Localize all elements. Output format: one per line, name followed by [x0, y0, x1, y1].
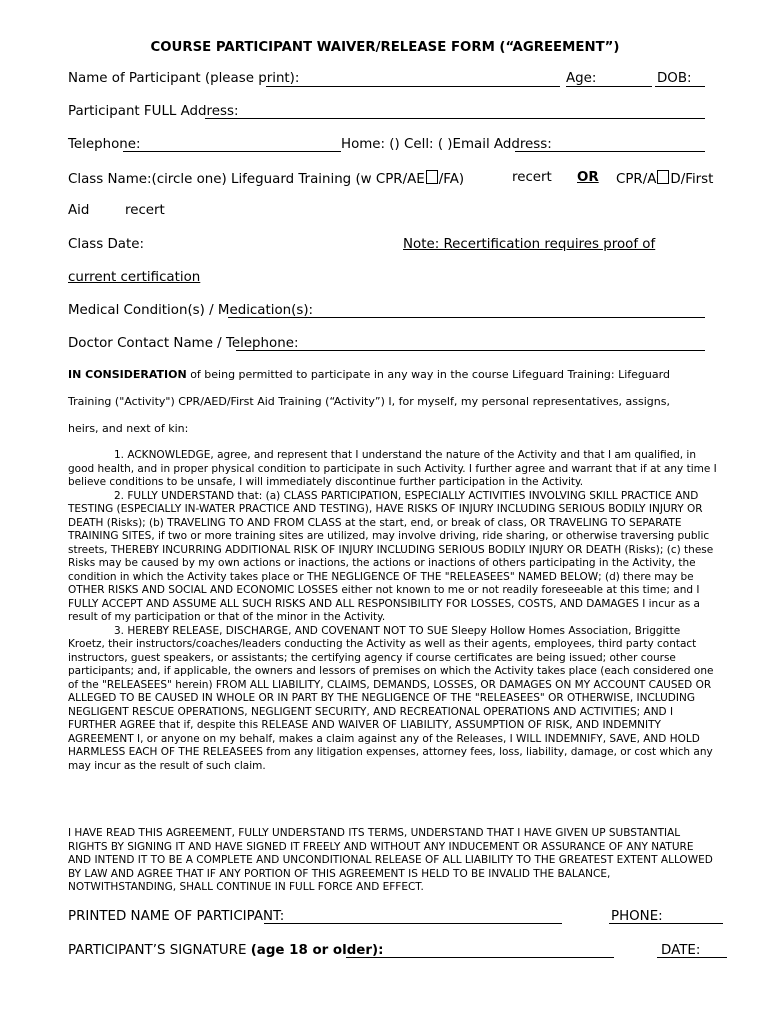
form-title: COURSE PARTICIPANT WAIVER/RELEASE FORM (“AGREEMENT”): [150, 40, 620, 55]
medical-field[interactable]: [228, 317, 705, 318]
or-label: OR: [577, 170, 599, 185]
home-cell-email-label: Home: () Cell: ( )Email Address:: [341, 137, 552, 152]
class-name-fa: /FA): [438, 172, 465, 187]
signature-field[interactable]: [346, 957, 614, 958]
address-field[interactable]: [205, 118, 705, 119]
doctor-label: Doctor Contact Name / Telephone:: [68, 336, 299, 351]
phone-label: PHONE:: [611, 909, 663, 924]
consideration-line-3: heirs, and next of kin:: [68, 422, 189, 435]
recert-note: Note: Recertification requires proof of: [403, 237, 656, 252]
clause-release: 3. HEREBY RELEASE, DISCHARGE, AND COVENANT NOT TO SUE Sleepy Hollow Homes Association, Briggitte Kroetz, their instructors/coaches/leaders conducting the Activity as well as their agents, employees, third party contact instructors, guest speakers, or assistants; the certifying agency if course certificates are being issued; other course participants; and, if applicable, the owners and lessors of premises on which the Activity takes place (each considered one of the "RELEASEES" herein) FROM ALL LIABILITY, CLAIMS, DEMANDS, LOSSES, OR DAMAGES ON MY ACCOUNT CAUSED OR ALLEGED TO BE CAUSED IN WHOLE OR IN PART BY THE NEGLIGENCE OF THE "RELEASEES" OR OTHERWISE, INCLUDING NEGLIGENT RESCUE OPERATIONS, NEGLIGENT SECURITY, AND RECREATIONAL OPERATIONS AND ACTIVITIES; AND I FURTHER AGREE that if, despite this RELEASE AND WAIVER OF LIABILITY, ASSUMPTION OF RISK, AND INDEMNITY AGREEMENT I, or anyone on my behalf, makes a claim against any of the Releases, I WILL INDEMNIFY, SAVE, AND HOLD HARMLESS EACH OF THE RELEASEES from any litigation expenses, attorney fees, loss, liability, damage, or cost which any may incur as the result of such claim.: [68, 624, 714, 772]
d-first-text: D/First: [670, 172, 714, 187]
checkbox-icon[interactable]: [657, 170, 669, 184]
telephone-label: Telephone:: [68, 137, 141, 152]
signature-line: [68, 943, 383, 958]
signature-age: (age 18 or older):: [250, 943, 384, 958]
address-label: Participant FULL Address:: [68, 104, 239, 119]
class-name-label: Class Name:(circle one) Lifeguard Training (w CPR/AE: [68, 172, 425, 187]
phone-field[interactable]: [609, 923, 723, 924]
age-field[interactable]: [566, 86, 652, 87]
consideration-line-1: [68, 368, 670, 381]
class-name-line: [68, 170, 464, 187]
clause-understand: 2. FULLY UNDERSTAND that: (a) CLASS PARTICIPATION, ESPECIALLY ACTIVITIES INVOLVING SKILL PRACTICE AND TESTING (ESPECIALLY IN-WATER PRACTICE AND TESTING), HAVE RISKS OF INJURY INCLUDING SERIOUS BODILY INJURY OR DEATH (Risks); (b) TRAVELING TO AND FROM CLASS at the start, end, or break of class, OR TRAVELING TO SEPARATE TRAINING SITES, if two or more training sites are utilized, may involve driving, ride sharing, or otherwise traversing public streets, THEREBY INCURRING ADDITIONAL RISK OF INJURY INCLUDING SERIOUS BODILY INJURY OR DEATH (Risks); (c) these Risks may be caused by my own actions or inactions, the actions or inactions of others participating in the Activity, the condition in which the Activity takes place or THE NEGLIGENCE OF THE "RELEASEES" NAMED BELOW; (d) there may be OTHER RISKS AND SOCIAL AND ECONOMIC LOSSES either not known to me or not readily foreseeable at this time; and I FULLY ACCEPT AND ASSUME ALL SUCH RISKS AND ALL RESPONSIBILITY FOR LOSSES, COSTS, AND DAMAGES I incur as a result of my participation or that of the minor in the Activity.: [68, 489, 714, 623]
signature-label: PARTICIPANT’S SIGNATURE: [68, 943, 251, 958]
cpr-a-text: CPR/A: [616, 172, 657, 187]
name-label: Name of Participant (please print):: [68, 71, 300, 86]
current-certification-note: current certification: [68, 270, 201, 285]
telephone-field[interactable]: [123, 151, 341, 152]
cpr-aed-option[interactable]: [616, 170, 713, 187]
doctor-field[interactable]: [236, 350, 705, 351]
dob-label: DOB:: [657, 71, 692, 86]
consideration-text: of being permitted to participate in any way in the course Lifeguard Training: Lifeguard: [186, 368, 670, 381]
dob-field[interactable]: [655, 86, 705, 87]
consideration-line-2: Training ("Activity") CPR/AED/First Aid Training (“Activity”) I, for myself, my personal representatives, assigns,: [68, 395, 670, 408]
consideration-lead: IN CONSIDERATION: [68, 368, 187, 381]
final-statement: I HAVE READ THIS AGREEMENT, FULLY UNDERSTAND ITS TERMS, UNDERSTAND THAT I HAVE GIVEN UP SUBSTANTIAL RIGHTS BY SIGNING IT AND HAVE SIGNED IT FREELY AND WITHOUT ANY INDUCEMENT OR ASSURANCE OF ANY NATURE AND INTEND IT TO BE A COMPLETE AND UNCONDITIONAL RELEASE OF ALL LIABILITY TO THE GREATEST EXTENT ALLOWED BY LAW AND AGREE THAT IF ANY PORTION OF THIS AGREEMENT IS HELD TO BE INVALID THE BALANCE, NOTWITHSTANDING, SHALL CONTINUE IN FULL FORCE AND EFFECT.: [68, 827, 713, 893]
date-field[interactable]: [657, 957, 727, 958]
aid-recert-option[interactable]: recert: [125, 203, 165, 218]
class-date-label: Class Date:: [68, 237, 145, 252]
checkbox-icon[interactable]: [426, 170, 438, 184]
printed-name-label: PRINTED NAME OF PARTICIPANT:: [68, 909, 285, 924]
email-field[interactable]: [515, 151, 705, 152]
age-label: Age:: [566, 71, 597, 86]
aid-label: Aid: [68, 203, 90, 218]
name-field[interactable]: [266, 86, 560, 87]
printed-name-field[interactable]: [264, 923, 562, 924]
waiver-clauses: [68, 449, 718, 773]
medical-label: Medical Condition(s) / Medication(s):: [68, 303, 314, 318]
date-label: DATE:: [661, 943, 701, 958]
clause-acknowledge: 1. ACKNOWLEDGE, agree, and represent that I understand the nature of the Activity and that I am qualified, in good health, and in proper physical condition to participate in such Activity. I further agree and warrant that if at any time I believe conditions to be unsafe, I will immediately discontinue further participation in the Activity.: [68, 449, 717, 488]
recert-option[interactable]: recert: [512, 170, 552, 185]
